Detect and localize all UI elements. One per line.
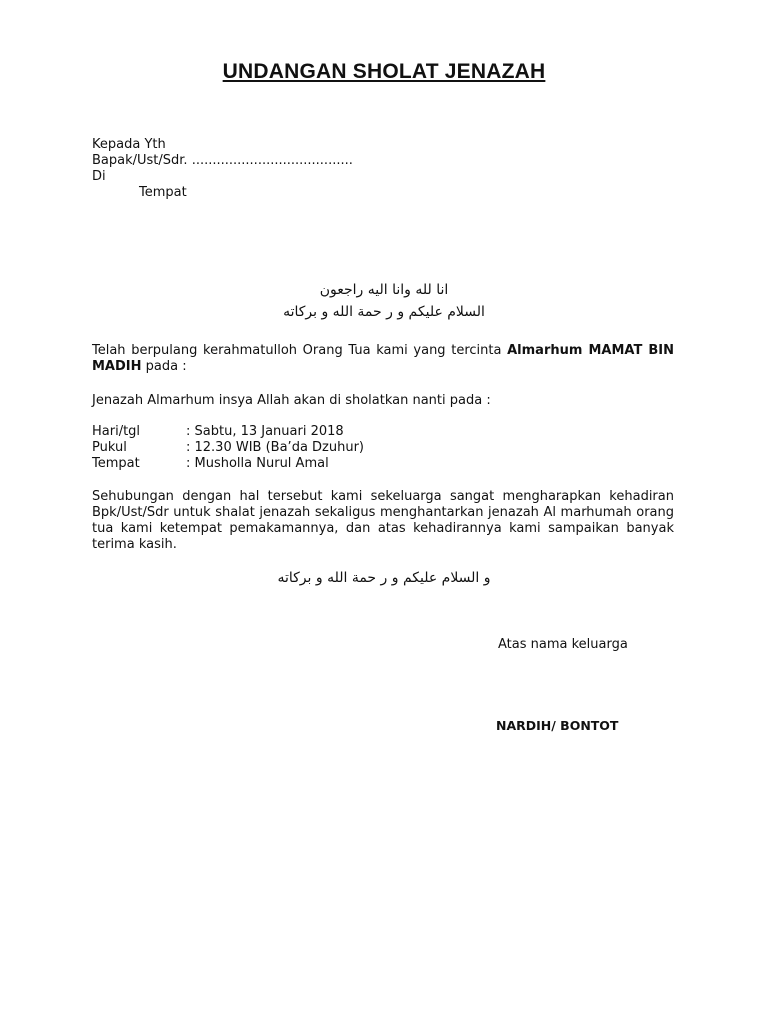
signature-name: NARDIH/ BONTOT: [496, 718, 619, 733]
schedule-value: : Sabtu, 13 Januari 2018: [186, 424, 344, 439]
announcement-paragraph: [92, 343, 674, 375]
schedule-row: [92, 424, 344, 440]
schedule-label: Tempat: [92, 456, 140, 471]
arabic-salam-opening: السلام عليكم و ر حمة الله و بركاته: [283, 304, 485, 320]
recipient-greeting: Kepada Yth: [92, 137, 166, 152]
schedule-label: Pukul: [92, 440, 127, 455]
announcement-text: Telah berpulang kerahmatulloh Orang Tua kami yang tercinta: [92, 343, 508, 358]
schedule-row: [92, 440, 364, 456]
arabic-salam-closing: و السلام عليكم و ر حمة الله و بركاته: [277, 570, 491, 586]
schedule-row: [92, 456, 329, 472]
deceased-name: Almarhum MAMAT BIN MADIH: [92, 343, 674, 374]
closing-paragraph: Sehubungan dengan hal tersebut kami sekeluarga sangat mengharapkan kehadiran Bpk/Ust/Sdr untuk shalat jenazah sekaligus menghantarkan jenazah Al marhumah orang tua kami ketempat pemakamannya, dan atas kehadirannya kami sampaikan banyak terima kasih.: [92, 489, 674, 552]
document-title: UNDANGAN SHOLAT JENAZAH: [222, 60, 546, 83]
arabic-istirja: انا لله وانا اليه راجعون: [319, 282, 449, 298]
schedule-value: : 12.30 WIB (Ba’da Dzuhur): [186, 440, 365, 455]
recipient-name-line: Bapak/Ust/Sdr. .......................................: [92, 153, 353, 168]
recipient-place: Tempat: [139, 185, 187, 200]
schedule-intro: Jenazah Almarhum insya Allah akan di sholatkan nanti pada :: [92, 393, 491, 408]
announcement-suffix: pada :: [141, 359, 187, 374]
recipient-di: Di: [92, 169, 106, 184]
schedule-label: Hari/tgl: [92, 424, 141, 439]
signature-on-behalf: Atas nama keluarga: [498, 637, 628, 652]
schedule-value: : Musholla Nurul Amal: [186, 456, 329, 471]
